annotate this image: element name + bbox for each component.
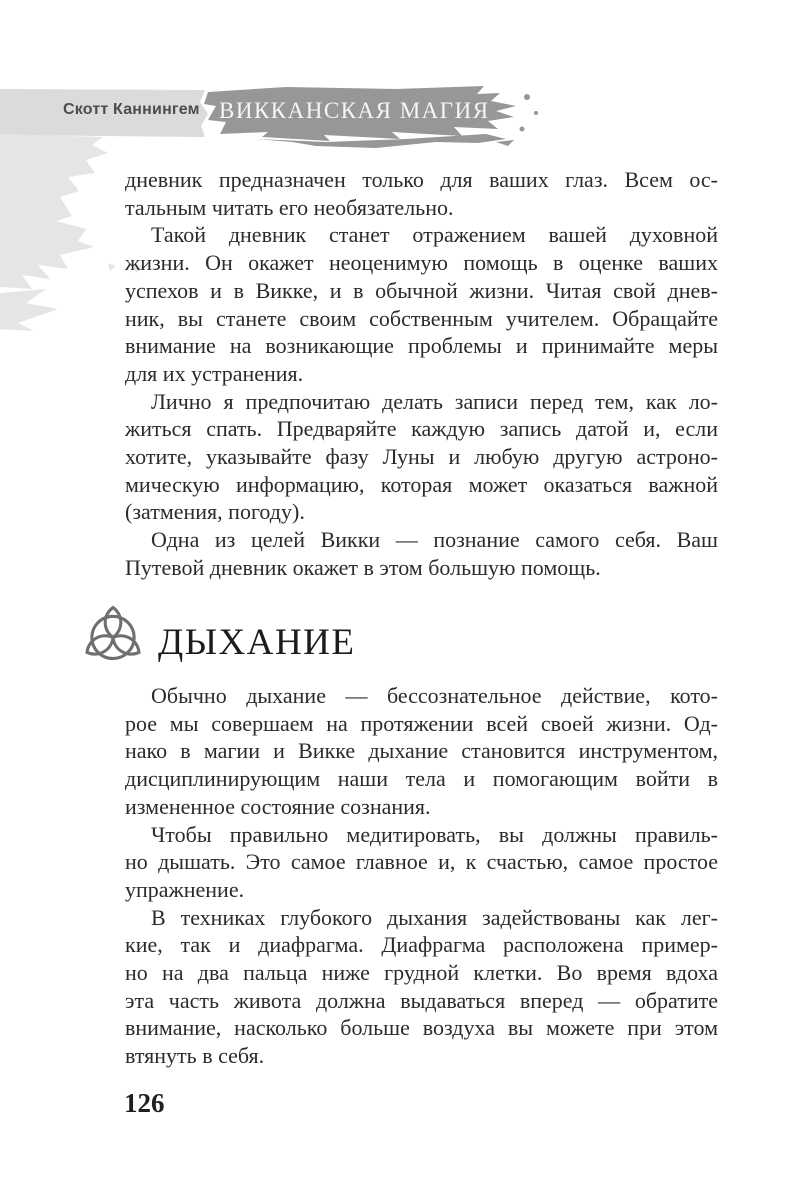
text-line: успехов и в Викке, и в обычной жизни. Читая свой днев- [125,277,718,303]
text-line: дисциплинирующим наши тела и помогающим войти в [125,766,718,792]
text-line: упражнение. [125,876,245,902]
text-line: внимание на возникающие проблемы и принимайте меры [125,333,718,359]
text-line: (затмения, погоду). [125,499,305,525]
text-line: Путевой дневник окажет в этом большую помощь. [125,554,601,580]
text-line: для их устранения. [125,360,304,386]
text-line: но на два пальца ниже грудной клетки. Во время вдоха [125,960,718,986]
section-heading: ДЫХАНИЕ [158,622,356,663]
text-line: жизни. Он окажет неоценимую помощь в оценке ваших [125,250,718,276]
text-line: нако в магии и Викке дыхание становится инструментом, [125,738,718,764]
body-text-column-2 [125,682,718,1070]
text-line: Такой дневник станет отражением вашей духовной [151,222,718,248]
text-line: рое мы совершаем на протяжении всей своей жизни. Од- [125,710,718,736]
header-author: Скотт Каннингем [63,101,200,118]
text-line: Одна из целей Викки — познание самого себя. Ваш [151,527,718,553]
page-number: 126 [124,1088,165,1118]
text-line: Обычно дыхание — бессознательное действие, кото- [151,683,718,708]
triquetra-icon [85,603,141,663]
text-line: В техниках глубокого дыхания задействованы как лег- [151,904,718,930]
text-line: кие, так и диафрагма. Диафрагма расположена пример- [125,932,718,958]
text-line: дневник предназначен только для ваших глаз. Всем ос- [125,167,718,192]
text-line: измененное состояние сознания. [125,793,431,819]
text-line: тальным читать его необязательно. [125,194,454,220]
text-line: втянуть в себя. [125,1043,265,1069]
text-line: ник, вы станете своим собственным учителем. Обращайте [125,305,718,331]
header-book-title: ВИККАНСКАЯ МАГИЯ [219,98,490,123]
text-line: житься спать. Предваряйте каждую запись датой и, если [125,416,718,442]
text-line: эта часть живота должна выдаваться вперед — обратите [125,987,718,1013]
text-line: мическую информацию, которая может оказаться важной [125,471,718,497]
body-text-column-1 [125,166,718,582]
text-line: внимание, насколько больше воздуха вы можете при этом [125,1015,718,1041]
text-line: Чтобы правильно медитировать, вы должны правиль- [151,821,718,847]
text-line: хотите, указывайте фазу Луны и любую другую астроно- [125,444,718,470]
text-line: но дышать. Это самое главное и, к счастью, самое простое [125,849,718,875]
text-line: Лично я предпочитаю делать записи перед тем, как ло- [151,388,718,414]
